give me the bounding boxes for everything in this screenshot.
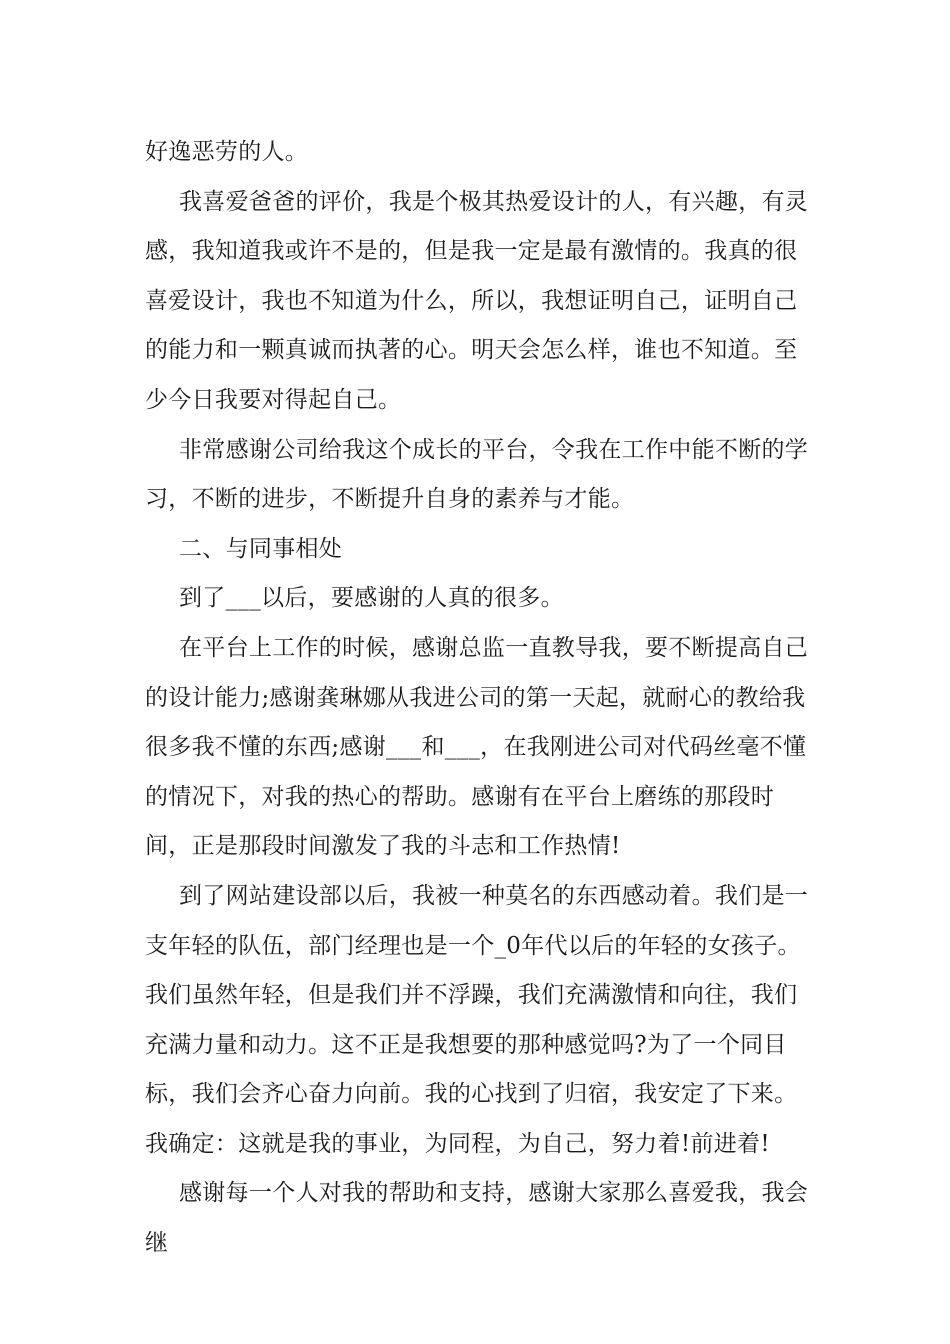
paragraph-2: 我喜爱爸爸的评价，我是个极其热爱设计的人，有兴趣，有灵感，我知道我或许不是的，但是我一定是最有激情的。我真的很喜爱设计，我也不知道为什么，所以，我想证明自己，证明自己的能力和一颗真诚而执著的心。明天会怎么样，谁也不知道。至少今日我要对得起自己。 (145, 188, 809, 413)
section-heading: 二、与同事相处 (179, 535, 343, 562)
paragraph-5: 在平台上工作的时候，感谢总监一直教导我，要不断提高自己的设计能力;感谢龚琳娜从我进公司的第一天起，就耐心的教给我很多我不懂的东西;感谢___和___，在我刚进公司对代码丝毫不懂的情况下，对我的热心的帮助。感谢有在平台上磨练的那段时间，正是那段时间激发了我的斗志和工作热情! (145, 634, 809, 860)
paragraph-7: 感谢每一个人对我的帮助和支持，感谢大家那么喜爱我，我会继 (145, 1180, 809, 1257)
paragraph-3: 非常感谢公司给我这个成长的平台，令我在工作中能不断的学习，不断的进步，不断提升自身的素养与才能。 (145, 436, 809, 513)
paragraph-4: 到了___以后，要感谢的人真的很多。 (179, 585, 564, 612)
paragraph-6: 到了网站建设部以后，我被一种莫名的东西感动着。我们是一支年轻的队伍，部门经理也是一个_0年代以后的年轻的女孩子。我们虽然年轻，但是我们并不浮躁，我们充满激情和向往，我们充满力量和动力。这不正是我想要的那种感觉吗?为了一个同目标，我们会齐心奋力向前。我的心找到了归宿，我安定了下来。我确定：这就是我的事业，为同程，为自己，努力着!前进着! (145, 882, 809, 1157)
paragraph-1: 好逸恶劳的人。 (145, 139, 309, 165)
document-body (145, 128, 815, 1269)
